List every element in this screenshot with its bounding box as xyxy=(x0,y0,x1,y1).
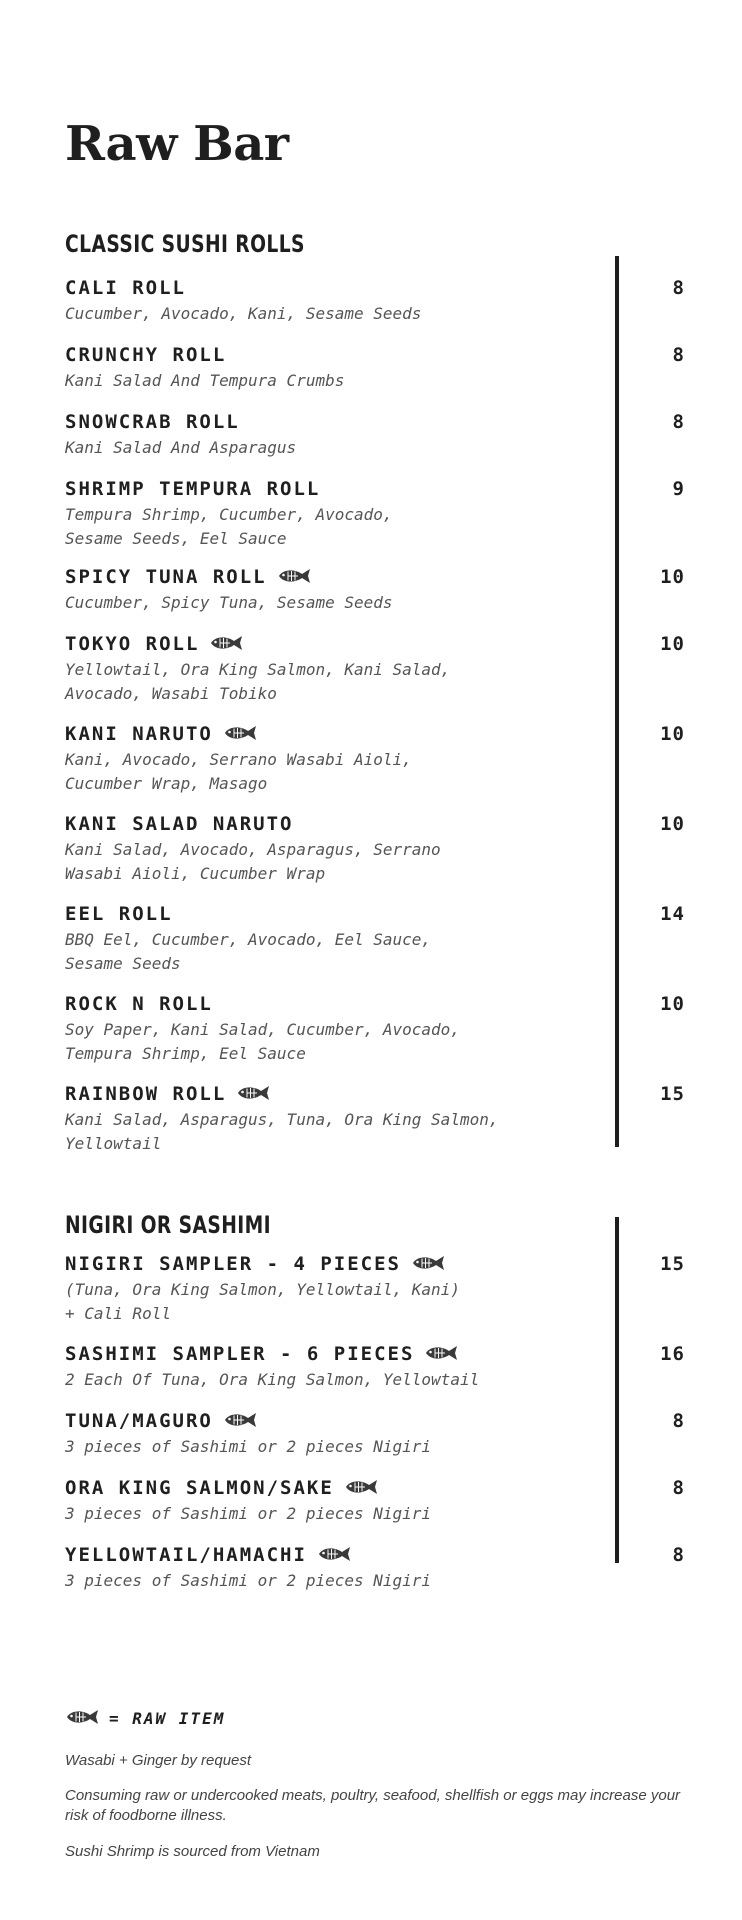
note-wasabi: Wasabi + Ginger by request xyxy=(65,1752,252,1769)
item-description xyxy=(65,748,605,796)
item-description-line: Wasabi Aioli, Cucumber Wrap xyxy=(65,864,326,883)
item-description xyxy=(65,1108,605,1156)
item-name xyxy=(65,1083,270,1105)
item-name-text: SNOWCRAB ROLL xyxy=(65,411,240,433)
item-description-line: 3 pieces of Sashimi or 2 pieces Nigiri xyxy=(65,1571,432,1590)
section-title: CLASSIC SUSHI ROLLS xyxy=(65,230,305,258)
fish-icon xyxy=(317,1546,351,1562)
item-description xyxy=(65,591,605,615)
item-name xyxy=(65,1477,378,1499)
item-description-line: Tempura Shrimp, Cucumber, Avocado, xyxy=(65,505,393,524)
item-name-text: CRUNCHY ROLL xyxy=(65,344,227,366)
item-price: 15 xyxy=(660,1083,685,1105)
item-description-line: + Cali Roll xyxy=(65,1304,171,1323)
item-description-line: 2 Each Of Tuna, Ora King Salmon, Yellowtail xyxy=(65,1370,480,1389)
item-name-text: CALI ROLL xyxy=(65,277,186,299)
item-name-text: ROCK N ROLL xyxy=(65,993,213,1015)
item-price: 10 xyxy=(660,813,685,835)
item-description-line: Kani Salad, Avocado, Asparagus, Serrano xyxy=(65,840,441,859)
legend-text: = RAW ITEM xyxy=(109,1709,226,1728)
item-description-line: Sesame Seeds, Eel Sauce xyxy=(65,529,287,548)
fish-icon xyxy=(344,1479,378,1495)
item-description xyxy=(65,1278,605,1326)
item-description-line: 3 pieces of Sashimi or 2 pieces Nigiri xyxy=(65,1437,432,1456)
item-price: 8 xyxy=(672,1477,685,1499)
item-name-text: SPICY TUNA ROLL xyxy=(65,566,267,588)
item-price: 10 xyxy=(660,993,685,1015)
item-description-line: Avocado, Wasabi Tobiko xyxy=(65,684,277,703)
item-description xyxy=(65,658,605,706)
fish-icon xyxy=(236,1085,270,1101)
item-name-text: KANI NARUTO xyxy=(65,723,213,745)
item-name xyxy=(65,277,186,299)
item-description xyxy=(65,302,605,326)
item-description-line: (Tuna, Ora King Salmon, Yellowtail, Kani) xyxy=(65,1280,460,1299)
page-title: Raw Bar xyxy=(65,116,289,172)
item-description xyxy=(65,928,605,976)
item-description xyxy=(65,1018,605,1066)
item-name xyxy=(65,344,226,366)
item-description-line: BBQ Eel, Cucumber, Avocado, Eel Sauce, xyxy=(65,930,432,949)
item-description-line: Kani Salad, Asparagus, Tuna, Ora King Salmon, xyxy=(65,1110,499,1129)
item-description xyxy=(65,1569,605,1593)
item-name-text: YELLOWTAIL/HAMACHI xyxy=(65,1544,307,1566)
item-description-line: Soy Paper, Kani Salad, Cucumber, Avocado, xyxy=(65,1020,460,1039)
item-name xyxy=(65,566,311,588)
price-column-rule xyxy=(615,1217,619,1563)
item-price: 10 xyxy=(660,723,685,745)
item-name-text: SHRIMP TEMPURA ROLL xyxy=(65,478,321,500)
section-title: NIGIRI OR SASHIMI xyxy=(65,1211,272,1239)
item-description xyxy=(65,838,605,886)
item-description xyxy=(65,1502,605,1526)
fish-icon xyxy=(424,1345,458,1361)
item-price: 10 xyxy=(660,633,685,655)
fish-icon xyxy=(65,1709,99,1725)
item-name xyxy=(65,723,257,745)
item-description-line: Cucumber, Spicy Tuna, Sesame Seeds xyxy=(65,593,393,612)
item-name xyxy=(65,813,293,835)
item-price: 8 xyxy=(672,1544,685,1566)
item-name xyxy=(65,1544,351,1566)
item-description-line: Yellowtail xyxy=(65,1134,162,1153)
fish-icon xyxy=(223,725,257,741)
item-name xyxy=(65,1410,257,1432)
item-price: 15 xyxy=(660,1253,685,1275)
item-description-line: Kani, Avocado, Serrano Wasabi Aioli, xyxy=(65,750,412,769)
item-name-text: ORA KING SALMON/SAKE xyxy=(65,1477,334,1499)
price-column-rule xyxy=(615,256,619,1147)
fish-icon xyxy=(411,1255,445,1271)
item-description xyxy=(65,503,605,551)
item-description-line: Kani Salad And Tempura Crumbs xyxy=(65,371,345,390)
raw-item-legend xyxy=(65,1708,225,1732)
item-description-line: Yellowtail, Ora King Salmon, Kani Salad, xyxy=(65,660,451,679)
fish-icon xyxy=(209,635,243,651)
item-description-line: Kani Salad And Asparagus xyxy=(65,438,297,457)
item-name-text: KANI SALAD NARUTO xyxy=(65,813,294,835)
item-name xyxy=(65,1253,445,1275)
item-description xyxy=(65,1368,605,1392)
item-price: 16 xyxy=(660,1343,685,1365)
item-name xyxy=(65,1343,458,1365)
fish-icon xyxy=(277,568,311,584)
item-name-text: RAINBOW ROLL xyxy=(65,1083,227,1105)
item-name xyxy=(65,993,213,1015)
item-description xyxy=(65,436,605,460)
item-description xyxy=(65,1435,605,1459)
item-description-line: Tempura Shrimp, Eel Sauce xyxy=(65,1044,306,1063)
item-name-text: TOKYO ROLL xyxy=(65,633,200,655)
item-price: 10 xyxy=(660,566,685,588)
note-shrimp-source: Sushi Shrimp is sourced from Vietnam xyxy=(65,1843,320,1860)
item-price: 8 xyxy=(672,1410,685,1432)
fish-icon xyxy=(223,1412,257,1428)
item-price: 14 xyxy=(660,903,685,925)
note-raw-warning: Consuming raw or undercooked meats, poultry, seafood, shellfish or eggs may increase your risk of foodborne illness. xyxy=(65,1787,681,1824)
item-name-text: SASHIMI SAMPLER - 6 PIECES xyxy=(65,1343,415,1365)
item-name xyxy=(65,478,320,500)
item-name xyxy=(65,633,243,655)
item-name xyxy=(65,903,173,925)
item-price: 8 xyxy=(672,277,685,299)
item-description-line: Sesame Seeds xyxy=(65,954,181,973)
item-name-text: NIGIRI SAMPLER - 4 PIECES xyxy=(65,1253,401,1275)
item-name-text: TUNA/MAGURO xyxy=(65,1410,213,1432)
item-name-text: EEL ROLL xyxy=(65,903,173,925)
item-description-line: Cucumber, Avocado, Kani, Sesame Seeds xyxy=(65,304,422,323)
item-name xyxy=(65,411,240,433)
item-description xyxy=(65,369,605,393)
item-price: 8 xyxy=(672,411,685,433)
item-description-line: Cucumber Wrap, Masago xyxy=(65,774,268,793)
item-price: 8 xyxy=(672,344,685,366)
item-price: 9 xyxy=(672,478,685,500)
item-description-line: 3 pieces of Sashimi or 2 pieces Nigiri xyxy=(65,1504,432,1523)
